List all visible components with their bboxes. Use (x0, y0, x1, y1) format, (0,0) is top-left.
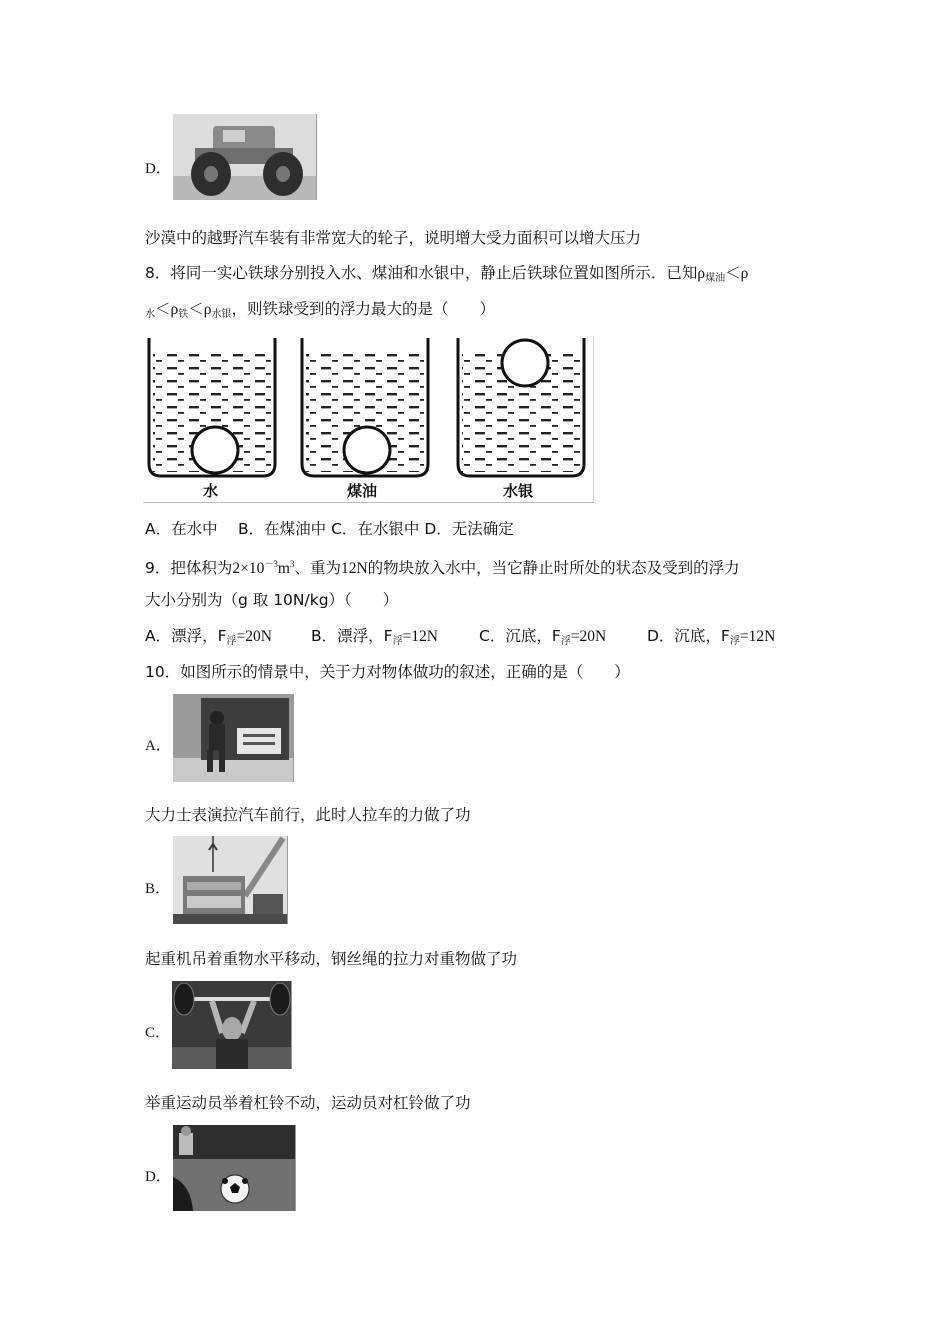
beakers-figure (143, 336, 594, 503)
q8-stem-line2 (145, 298, 495, 326)
beaker-mercury (458, 338, 584, 476)
q10-option-a-label: A． (145, 738, 171, 754)
weightlifter-image (172, 981, 292, 1069)
q9-opt-sub: 浮 (729, 636, 740, 647)
sub-water: 水 (145, 309, 155, 320)
q9-opt-label: D．沉底，F (647, 627, 730, 645)
q10-option-b-text: 起重机吊着重物水平移动，钢丝绳的拉力对重物做了功 (145, 950, 518, 968)
label-mercury: 水银 (503, 482, 534, 500)
q9-volume: 2×10 (232, 560, 265, 577)
rho-symbol: ρ (697, 265, 706, 282)
q9-opt-value: =20N (570, 628, 607, 645)
q9-opt-label: C．沉底，F (479, 627, 561, 645)
q7-option-d-label: D． (145, 161, 171, 177)
label-water: 水 (203, 482, 219, 500)
q9-opt-value: =12N (739, 628, 776, 645)
q9-text-c: 的物块放入水中，当它静止时所处的状态及受到的浮力 (367, 559, 740, 577)
q9-option-a (145, 625, 311, 653)
q8-stem-line1 (145, 262, 748, 290)
lt-symbol: ＜ (188, 300, 204, 318)
crane-lifting-image (173, 836, 288, 924)
q9-option-b (311, 625, 479, 653)
beaker-kerosene (302, 338, 428, 476)
q10-option-d-label: D． (145, 1169, 171, 1185)
q9-volume-unit: m (277, 560, 290, 577)
sub-kerosene: 煤油 (705, 273, 726, 284)
q9-volume-exp: －3 (264, 559, 278, 569)
q9-opt-sub: 浮 (560, 636, 571, 647)
iron-ball (502, 340, 548, 386)
sub-mercury: 水银 (211, 309, 232, 320)
q9-opt-label: B．漂浮，F (311, 627, 393, 645)
lt-symbol: ＜ (155, 300, 171, 318)
q9-stem-line1 (145, 553, 740, 580)
iron-ball (344, 427, 390, 473)
q10-option-c-label: C． (145, 1025, 171, 1041)
rho-symbol: ρ (740, 265, 749, 282)
soccer-ball-kick-image (173, 1125, 296, 1211)
q10-option-c-text: 举重运动员举着杠铃不动，运动员对杠铃做了功 (145, 1094, 471, 1112)
label-kerosene: 煤油 (347, 482, 378, 500)
q8-stem-tail: ，则铁球受到的浮力最大的是（ ） (231, 300, 496, 318)
lt-symbol: ＜ (725, 264, 741, 282)
q9-opt-value: =20N (236, 628, 272, 645)
q8-stem-text: 8．将同一实心铁球分别投入水、煤油和水银中，静止后铁球位置如图所示．已知 (145, 264, 698, 282)
strongman-pulling-truck-image (173, 694, 294, 782)
q9-text-a: 9．把体积为 (145, 559, 233, 577)
q9-option-d (647, 627, 775, 645)
q8-options: A．在水中 B．在煤油中 C．在水银中 D．无法确定 (145, 520, 514, 538)
q9-opt-value: =12N (402, 628, 438, 645)
rho-symbol: ρ (203, 301, 212, 318)
q10-option-b-label: B． (145, 881, 171, 897)
rho-symbol: ρ (170, 301, 179, 318)
q9-text-b: 、重为 (294, 559, 341, 577)
monster-truck-image (173, 114, 317, 200)
q9-weight: 12N (340, 560, 368, 577)
iron-ball (192, 427, 238, 473)
beaker-water (149, 338, 275, 476)
q9-opt-label: A．漂浮，F (145, 627, 227, 645)
q10-option-a-text: 大力士表演拉汽车前行，此时人拉车的力做了功 (145, 806, 471, 824)
q9-options (145, 625, 775, 653)
q9-unit-exp: 3 (289, 559, 295, 569)
q9-opt-sub: 浮 (226, 636, 237, 647)
q10-stem: 10．如图所示的情景中，关于力对物体做功的叙述，正确的是（ ） (145, 663, 630, 681)
q9-stem-line2: 大小分别为（g 取 10N/kg）（ ） (145, 591, 399, 609)
sub-iron: 铁 (178, 309, 189, 320)
q9-option-c (479, 625, 647, 653)
q9-opt-sub: 浮 (392, 636, 403, 647)
q7-option-d-text: 沙漠中的越野汽车装有非常宽大的轮子，说明增大受力面积可以增大压力 (145, 229, 642, 247)
